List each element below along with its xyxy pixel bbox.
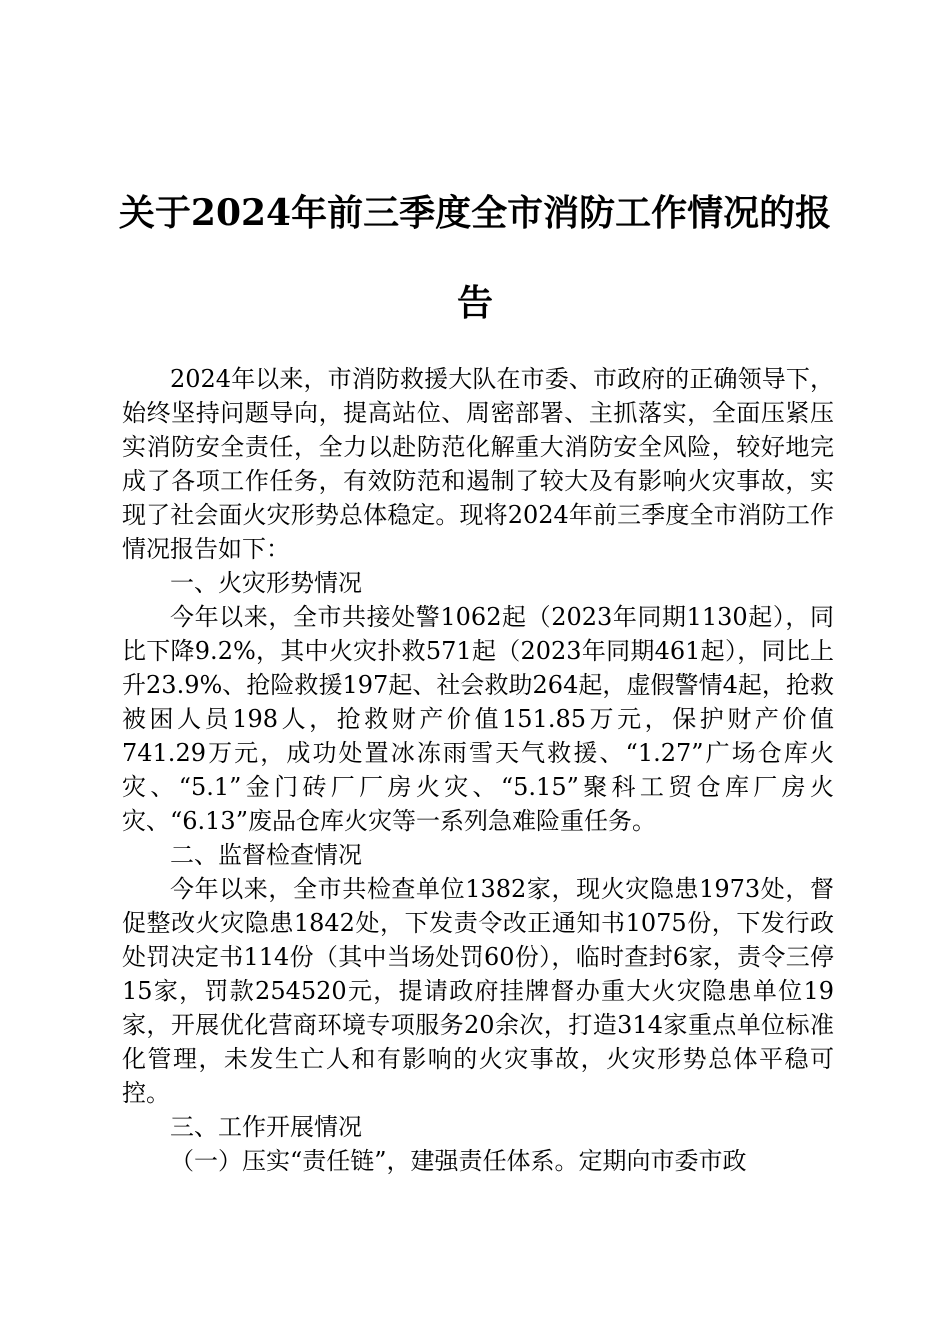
section-heading-work-progress: 三、工作开展情况 <box>170 1113 362 1141</box>
document-title: 关于2024年前三季度全市消防工作情况的报告 <box>118 192 832 324</box>
section-heading-fire-situation: 一、火灾形势情况 <box>170 569 362 597</box>
fire-situation-paragraph: 今年以来，全市共接处警1062起（2023年同期1130起），同比下降9.2%，其中火灾扑救571起（2023年同期461起），同比上升23.9%、抢险救援197起、社会救助264起，虚假警情4起，抢救被困人员198人，抢救财产价值151.85万元，保护财产价值741.29万元，成功处置冰冻雨雪天气救援、“1.27”广场仓库火灾、“5.1”金门砖厂厂房火灾、“5.15”聚科工贸仓库厂房火灾、“6.13”废品仓库火灾等一系列急难险重任务。 <box>122 603 834 835</box>
document-body <box>122 362 834 1178</box>
intro-paragraph: 2024年以来，市消防救援大队在市委、市政府的正确领导下，始终坚持问题导向，提高站位、周密部署、主抓落实，全面压紧压实消防安全责任，全力以赴防范化解重大消防安全风险，较好地完成了各项工作任务，有效防范和遏制了较大及有影响火灾事故，实现了社会面火灾形势总体稳定。现将2024年前三季度全市消防工作情况报告如下： <box>122 365 834 563</box>
section-heading-inspection: 二、监督检查情况 <box>170 841 362 869</box>
work-progress-paragraph: （一）压实“责任链”，建强责任体系。定期向市委市政 <box>170 1147 747 1175</box>
inspection-paragraph: 今年以来，全市共检查单位1382家，现火灾隐患1973处，督促整改火灾隐患1842处，下发责令改正通知书1075份，下发行政处罚决定书114份（其中当场处罚60份），临时查封6家，责令三停15家，罚款254520元，提请政府挂牌督办重大火灾隐患单位19家，开展优化营商环境专项服务20余次，打造314家重点单位标准化管理，未发生亡人和有影响的火灾事故，火灾形势总体平稳可控。 <box>122 875 834 1107</box>
